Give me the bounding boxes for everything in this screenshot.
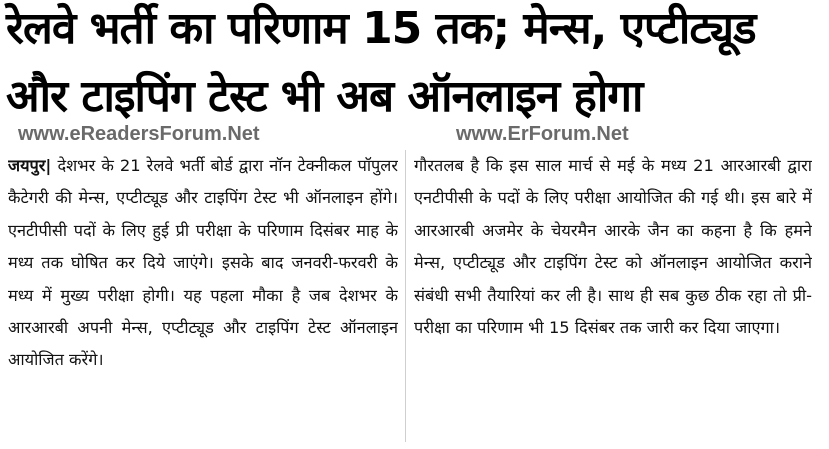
article-column-1 (8, 150, 398, 442)
column-2-text: गौरतलब है कि इस साल मार्च से मई के मध्य 21 आरआरबी द्वारा एनटीपीसी के पदों के लिए परीक्षा आयोजित की गई थी। इस बारे में आरआरबी अजमेर के चेयरमैन आरके जैन का कहना है कि हमने मेन्स, एप्टीट्यूड और टाइपिंग टेस्ट को ऑनलाइन आयोजित कराने संबंधी सभी तैयारियां कर ली है। साथ ही सब कुछ ठीक रहा तो प्री-परीक्षा का परिणाम भी 15 दिसंबर तक जारी कर दिया जाएगा। (414, 156, 812, 338)
watermark-left: www.eReadersForum.Net (18, 123, 260, 145)
headline-line-2: और टाइपिंग टेस्ट भी अब ऑनलाइन होगा (6, 71, 643, 122)
column-divider (405, 150, 406, 442)
headline-line-1: रेलवे भर्ती का परिणाम 15 तक; मेन्स, एप्टीट्यूड (6, 3, 756, 54)
dateline: जयपुर| (8, 156, 52, 175)
article-column-2 (414, 150, 812, 442)
watermark-right: www.ErForum.Net (456, 123, 629, 145)
column-1-text: देशभर के 21 रेलवे भर्ती बोर्ड द्वारा नॉन टेक्नीकल पॉपुलर कैटेगरी की मेन्स, एप्टीट्यूड और टाइपिंग टेस्ट भी ऑनलाइन होंगे। एनटीपीसी पदों के लिए हुई प्री परीक्षा के परिणाम दिसंबर माह के मध्य तक घोषित कर दिये जाएंगे। इसके बाद जनवरी-फरवरी के मध्य में मुख्य परीक्षा होगी। यह पहला मौका है जब देशभर के आरआरबी अपनी मेन्स, एप्टीट्यूड और टाइपिंग टेस्ट ऑनलाइन आयोजित करेंगे। (8, 156, 398, 370)
